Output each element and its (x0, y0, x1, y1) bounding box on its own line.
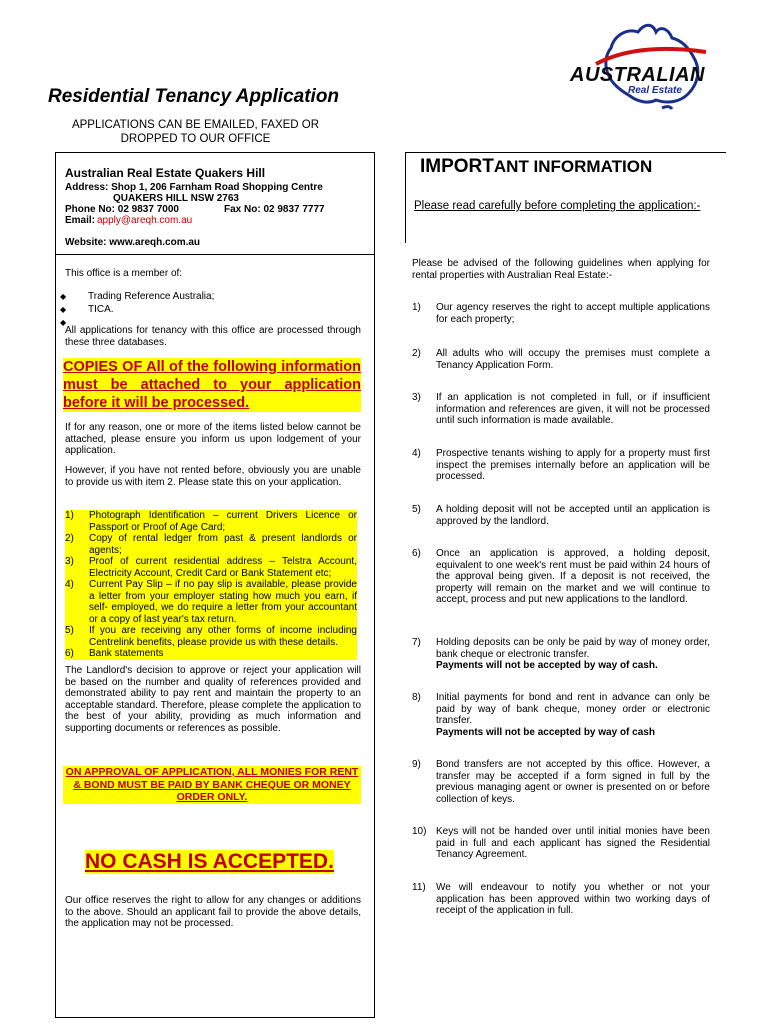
guideline-number: 4) (412, 448, 421, 459)
bullet-icon: ◆ (60, 292, 67, 301)
guideline-item: Once an application is approved, a holding deposit, equivalent to one week's rent must be paid within 24 hours of the approval being given. If a deposit is not received, the property will remain on the market and we will continue to accept, process and put new applications to the landlord. (436, 548, 710, 605)
office-email-link[interactable]: apply@areqh.com.au (97, 215, 193, 226)
paragraph-not-rented: However, if you have not rented before, obviously you are unable to provide us with item 2. Please state this on your application. (65, 465, 361, 488)
guideline-number: 1) (412, 302, 421, 313)
guideline-item: All adults who will occupy the premises must complete a Tenancy Application Form. (436, 348, 710, 371)
read-carefully-note: Please read carefully before completing the application:- (414, 200, 701, 212)
guideline-item: Our agency reserves the right to accept multiple applications for each property; (436, 302, 710, 325)
list-item: 6) Bank statements (65, 648, 164, 659)
guideline-number: 3) (412, 392, 421, 403)
no-cash-notice: NO CASH IS ACCEPTED. (85, 850, 334, 873)
office-website: Website: www.areqh.com.au (65, 237, 201, 248)
logo-wordmark: AUSTRALIAN (570, 64, 705, 86)
list-item: 2) Copy of rental ledger from past & present landlords or agents; (65, 533, 357, 556)
reserve-paragraph: Our office reserves the right to allow for any changes or additions to the above. Should an applicant fail to provide the above details, the application may not be processed. (65, 895, 361, 929)
guideline-item: Initial payments for bond and rent in advance can only be paid by way of bank cheque, money order or electronic transfer. Payments will not be accepted by way of cash (436, 692, 710, 738)
copies-heading: COPIES OF All of the following information must be attached to your application before it will be processed. (63, 359, 361, 411)
list-item: 5) If you are receiving any other forms of income including Centrelink benefits, please provide us with these details. (65, 625, 357, 648)
member-item: Trading Reference Australia; (88, 291, 215, 302)
office-name: Australian Real Estate Quakers Hill (65, 166, 266, 180)
guideline-number: 7) (412, 637, 421, 648)
company-logo (556, 18, 721, 113)
divider (56, 254, 374, 255)
guideline-number: 8) (412, 692, 421, 703)
documents-list (65, 510, 357, 660)
important-heading: IMPORTANT INFORMATION (420, 156, 653, 177)
guideline-number: 2) (412, 348, 421, 359)
office-address: Address: Shop 1, 206 Farnham Road Shopping Centre (65, 182, 323, 193)
guideline-item: We will endeavour to notify you whether or not your application has been approved within two working days of receipt of the application in full. (436, 882, 710, 916)
page-title: Residential Tenancy Application (48, 86, 340, 107)
guideline-number: 5) (412, 504, 421, 515)
office-fax: Fax No: 02 9837 7777 (224, 204, 325, 215)
guideline-item: If an application is not completed in full, or if insufficient information and references are given, it will not be processed until such information is made available. (436, 392, 710, 426)
guideline-item: Bond transfers are not accepted by this office. However, a transfer may be accepted if a form signed in full by the previous managing agent or owner is presented on or before collection of keys. (436, 759, 710, 805)
office-email-label: Email: (65, 215, 96, 226)
guideline-item: A holding deposit will not be accepted until an application is approved by the landlord. (436, 504, 710, 527)
guideline-number: 11) (412, 882, 426, 893)
bullet-icon: ◆ (60, 305, 67, 314)
guideline-item: Prospective tenants wishing to apply for a property must first inspect the premises internally before an application will be processed. (436, 448, 710, 482)
approval-notice: ON APPROVAL OF APPLICATION, ALL MONIES FOR RENT & BOND MUST BE PAID BY BANK CHEQUE OR MONEY ORDER ONLY. (63, 766, 361, 804)
landlord-paragraph: The Landlord's decision to approve or reject your application will be based on the number and quality of references provided and demonstrated ability to pay rent and maintain the property to an acceptable standard. Therefore, please complete the application to the best of your ability, providing as much information and supporting documents or references as possible. (65, 665, 361, 734)
office-phone: Phone No: 02 9837 7000 (65, 204, 179, 215)
guidelines-intro: Please be advised of the following guidelines when applying for rental properties with Australian Real Estate:- (412, 258, 710, 281)
list-item: 4) Current Pay Slip – if no pay slip is available, please provide a letter from your employer stating how much you earn, if self- employed, we do require a letter from your accountant or a copy of last year's tax return. (65, 579, 357, 625)
office-suburb: QUAKERS HILL NSW 2763 (113, 193, 239, 204)
bullet-icon: ◆ (60, 318, 67, 327)
guideline-item: Keys will not be handed over until initial monies have been paid in full and each applicant has signed the Residential Tenancy Agreement. (436, 826, 710, 860)
page-subtitle: APPLICATIONS CAN BE EMAILED, FAXED OR DROPPED TO OUR OFFICE (71, 119, 320, 145)
guideline-item: Holding deposits can be only be paid by way of money order, bank cheque or electronic transfer. Payments will not be accepted by way of cash. (436, 637, 710, 671)
member-item: TICA. (88, 304, 114, 315)
list-item: 3) Proof of current residential address – Telstra Account, Electricity Account, Credit Card or Bank Statement etc; (65, 556, 357, 579)
paragraph-inform: If for any reason, one or more of the items listed below cannot be attached, please ensure you inform us upon lodgement of your application. (65, 422, 361, 456)
member-intro: This office is a member of: (65, 268, 183, 279)
member-text: All applications for tenancy with this office are processed through these three databases. (65, 325, 361, 348)
guideline-number: 9) (412, 759, 421, 770)
logo-tagline: Real Estate (628, 85, 682, 96)
guideline-number: 10) (412, 826, 427, 837)
list-item: 1) Photograph Identification – current Drivers Licence or Passport or Proof of Age Card; (65, 510, 357, 533)
guideline-number: 6) (412, 548, 421, 559)
